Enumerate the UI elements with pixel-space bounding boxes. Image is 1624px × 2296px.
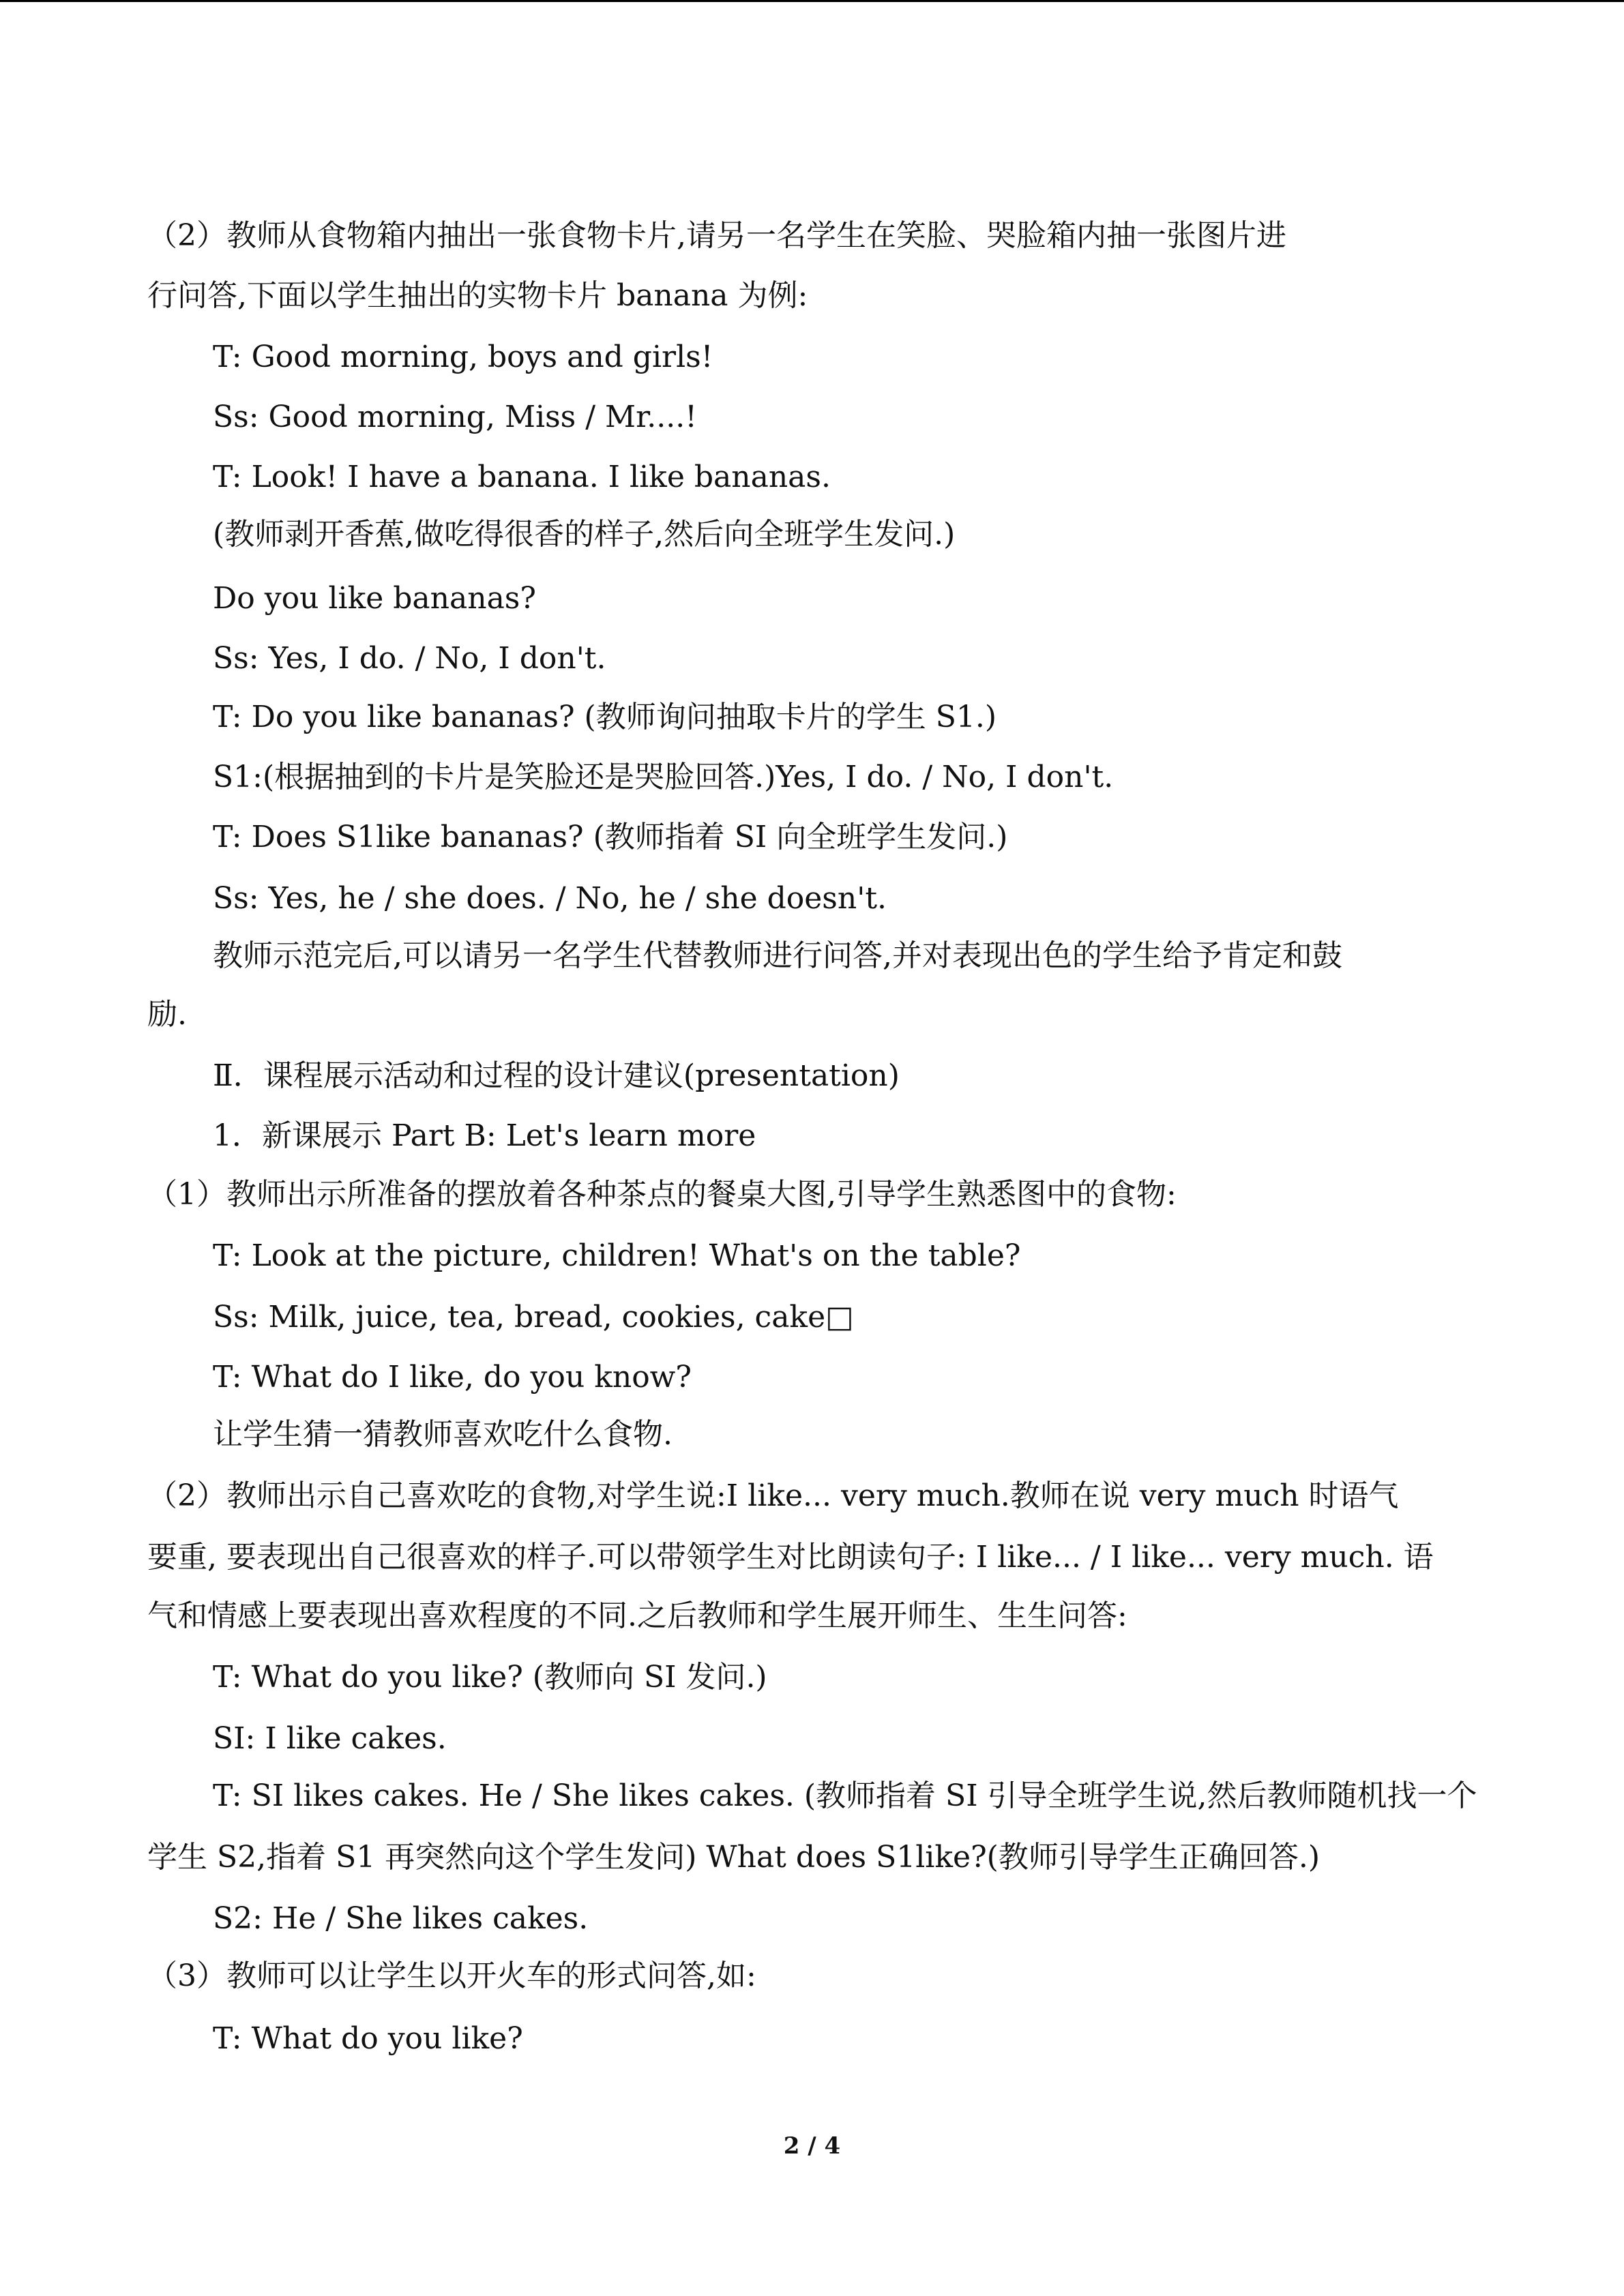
- paragraph-line: （2）教师从食物箱内抽出一张食物卡片,请另一名学生在笑脸、哭脸箱内抽一张图片进: [147, 218, 1286, 253]
- subsection-heading: 1．新课展示 Part B: Let's learn more: [213, 1118, 756, 1153]
- paragraph-line: （3）教师可以让学生以开火车的形式问答,如:: [147, 1958, 756, 1993]
- dialogue-line: T: What do you like?: [213, 2021, 523, 2056]
- dialogue-line: T: Good morning, boys and girls!: [213, 340, 713, 374]
- dialogue-line: Ss: Yes, I do. / No, I don't.: [213, 641, 606, 676]
- dialogue-line: S2: He / She likes cakes.: [213, 1901, 589, 1936]
- dialogue-line: T: What do you like? (教师向 SI 发问.): [213, 1660, 767, 1695]
- paragraph-line: （2）教师出示自己喜欢吃的食物,对学生说:I like... very much.教师在说 very much 时语气: [147, 1478, 1399, 1513]
- dialogue-line: T: SI likes cakes. He / She likes cakes. (教师指着 SI 引导全班学生说,然后教师随机找一个: [213, 1778, 1477, 1813]
- dialogue-line: T: What do I like, do you know?: [213, 1360, 692, 1395]
- paragraph-line: 励.: [147, 997, 187, 1032]
- section-heading: Ⅱ．课程展示活动和过程的设计建议(presentation): [213, 1058, 900, 1093]
- paragraph-line: 让学生猜一猜教师喜欢吃什么食物.: [213, 1417, 673, 1452]
- paragraph-line: 要重, 要表现出自己很喜欢的样子.可以带领学生对比朗读句子: I like... / I like... very much. 语: [147, 1540, 1434, 1575]
- paragraph-line: 教师示范完后,可以请另一名学生代替教师进行问答,并对表现出色的学生给予肯定和鼓: [213, 938, 1342, 973]
- dialogue-line: SI: I like cakes.: [213, 1721, 447, 1756]
- paragraph-line: 气和情感上要表现出喜欢程度的不同.之后教师和学生展开师生、生生问答:: [147, 1598, 1127, 1633]
- dialogue-line: Ss: Yes, he / she does. / No, he / she doesn't.: [213, 881, 887, 916]
- dialogue-line: Do you like bananas?: [213, 581, 536, 616]
- paragraph-line: (教师剥开香蕉,做吃得很香的样子,然后向全班学生发问.): [213, 517, 956, 552]
- dialogue-line: Ss: Milk, juice, tea, bread, cookies, cake□: [213, 1300, 854, 1335]
- dialogue-line: S1:(根据抽到的卡片是笑脸还是哭脸回答.)Yes, I do. / No, I don't.: [213, 760, 1114, 794]
- dialogue-line: T: Do you like bananas? (教师询问抽取卡片的学生 S1.): [213, 700, 996, 734]
- paragraph-line: （1）教师出示所准备的摆放着各种茶点的餐桌大图,引导学生熟悉图中的食物:: [147, 1177, 1177, 1212]
- dialogue-line: Ss: Good morning, Miss / Mr....!: [213, 400, 697, 434]
- dialogue-line: T: Does S1like bananas? (教师指着 SI 向全班学生发问.): [213, 820, 1008, 854]
- paragraph-line: 学生 S2,指着 S1 再突然向这个学生发问) What does S1like?(教师引导学生正确回答.): [147, 1840, 1320, 1875]
- page-number: 2 / 4: [783, 2132, 841, 2160]
- dialogue-line: T: Look! I have a banana. I like bananas.: [213, 460, 831, 494]
- dialogue-line: T: Look at the picture, children! What's on the table?: [213, 1238, 1021, 1273]
- paragraph-line: 行问答,下面以学生抽出的实物卡片 banana 为例:: [147, 278, 808, 313]
